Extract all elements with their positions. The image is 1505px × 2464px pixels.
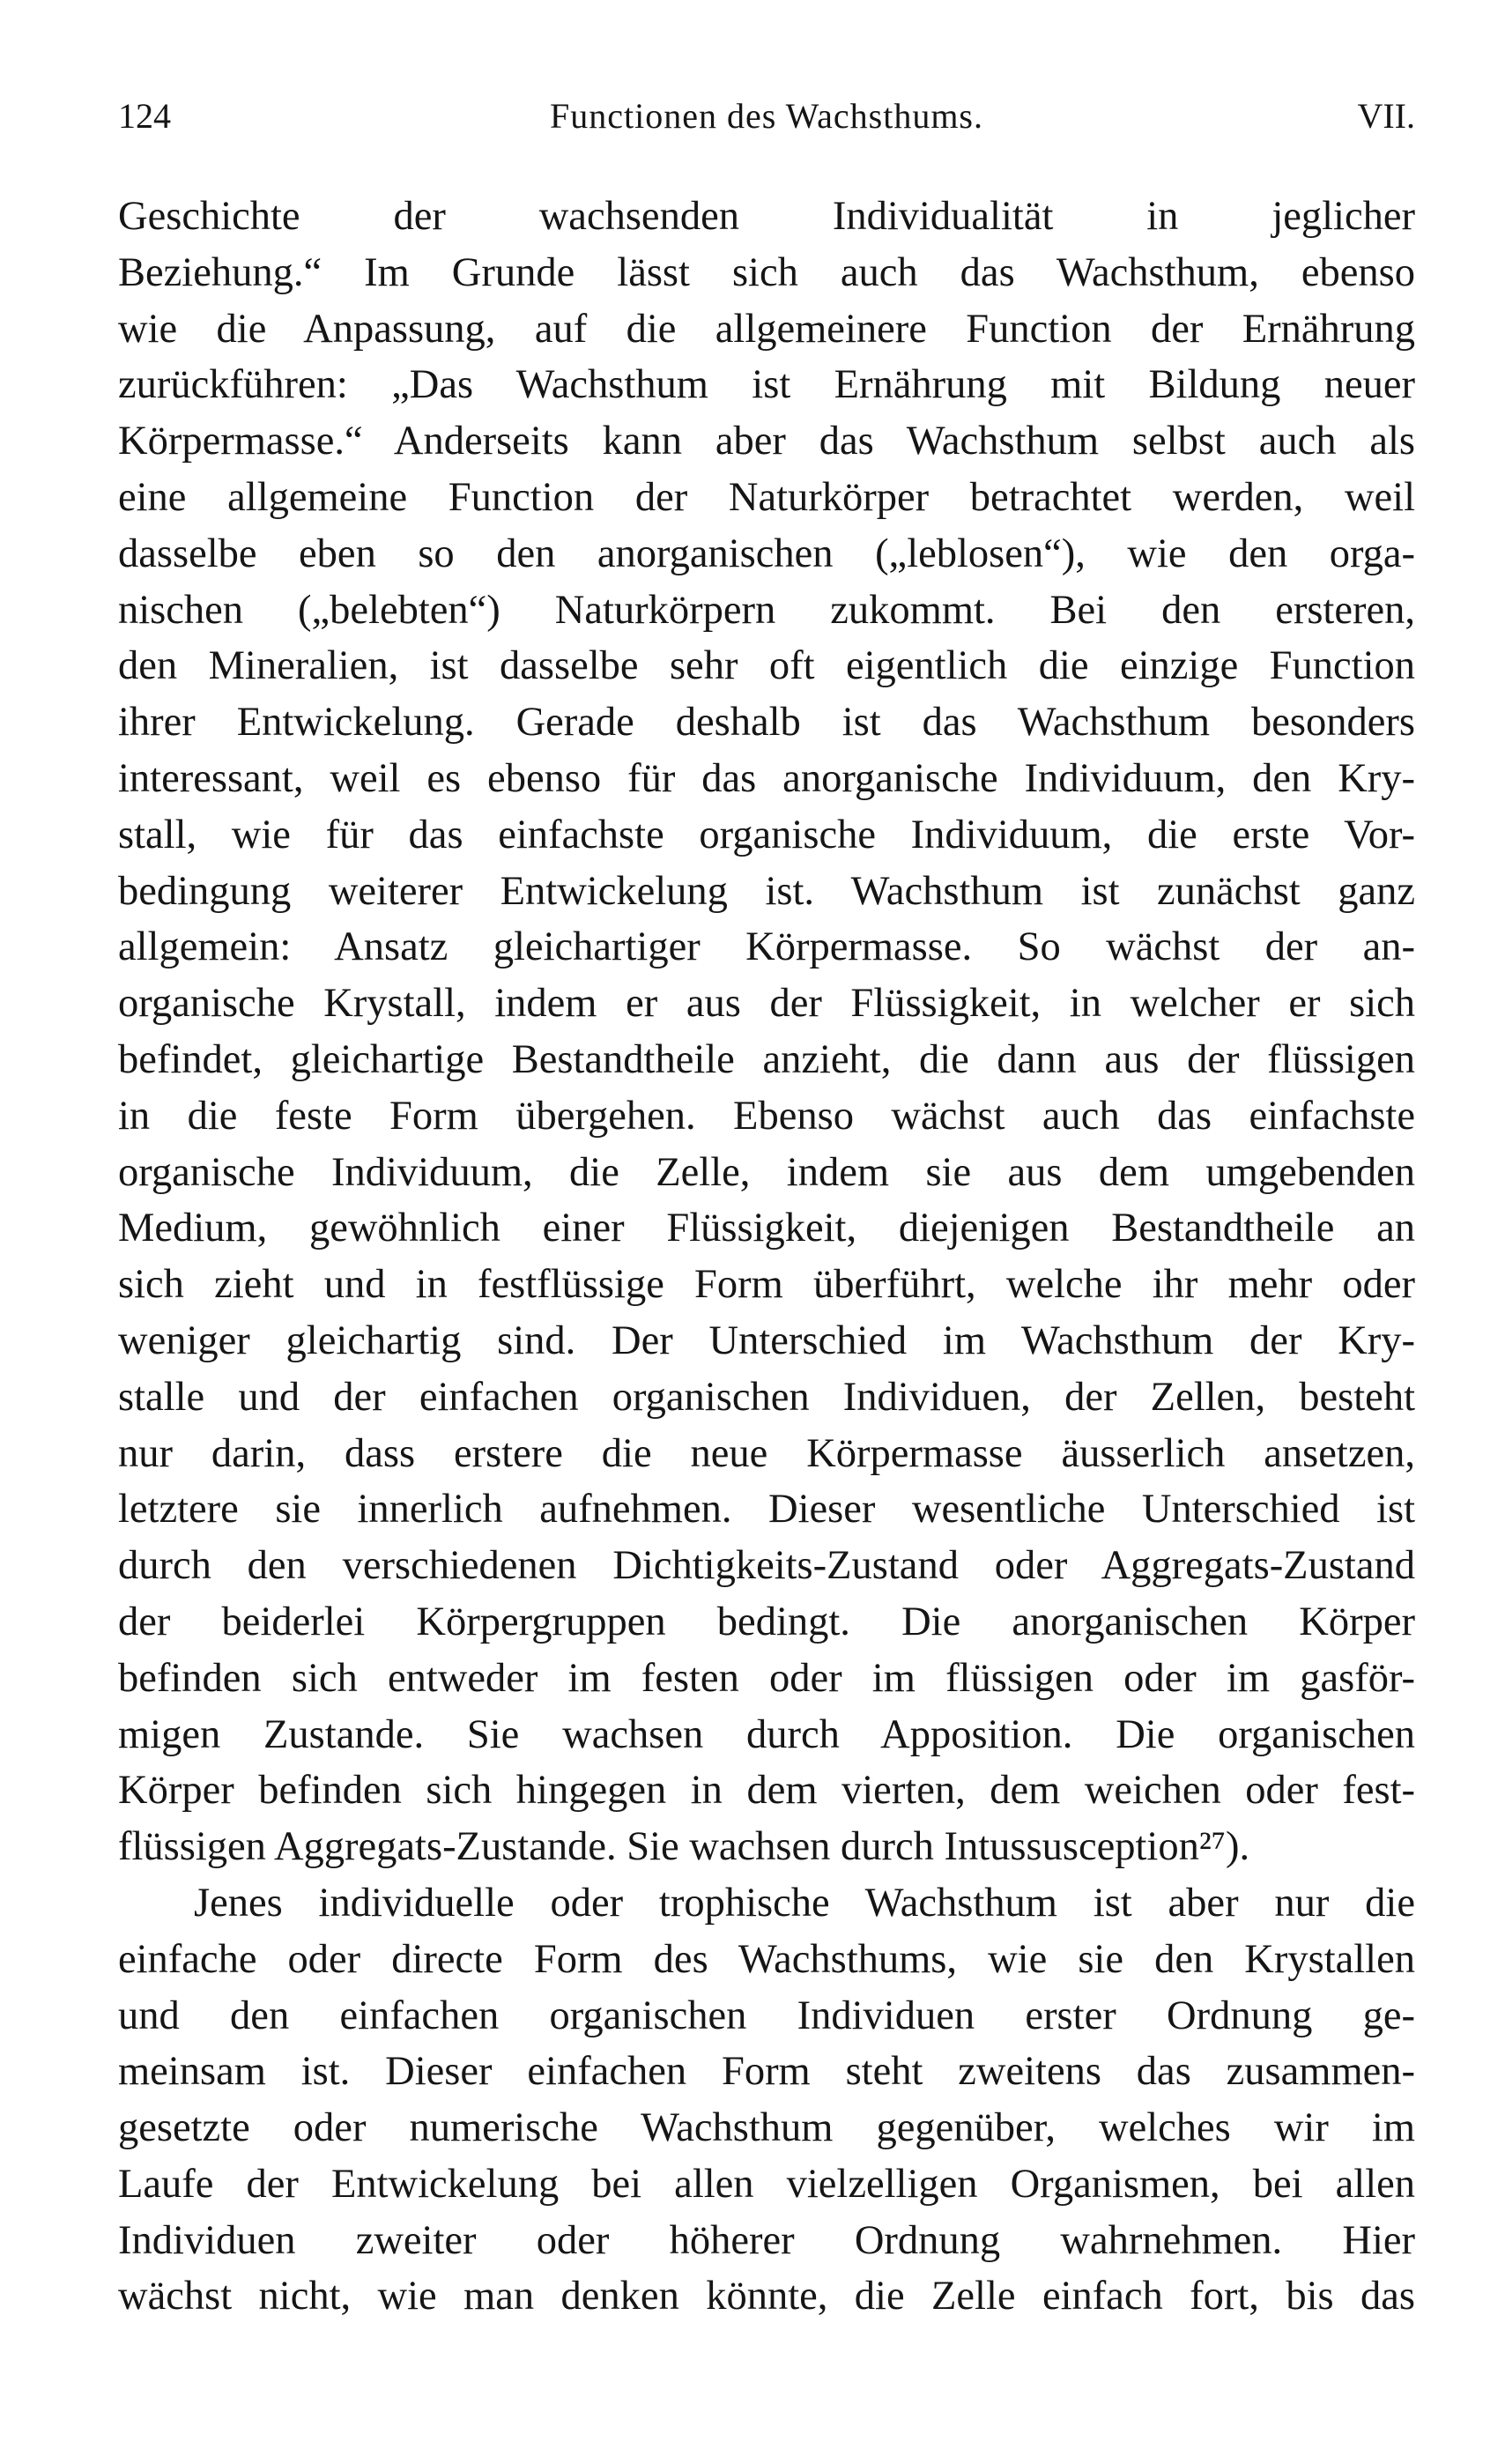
text-line: organische Individuum, die Zelle, indem sie aus dem umgebenden — [118, 1149, 1415, 1195]
text-line: Medium, gewöhnlich einer Flüssigkeit, diejenigen Bestandtheile an — [118, 1206, 1415, 1251]
text-line: wächst nicht, wie man denken könnte, die Zelle einfach fort, bis das — [118, 2274, 1415, 2319]
text-line: letztere sie innerlich aufnehmen. Dieser wesentliche Unterschied ist — [118, 1487, 1415, 1533]
text-line: allgemein: Ansatz gleichartiger Körpermasse. So wächst der an- — [118, 924, 1415, 970]
running-title: Functionen des Wachsthums. — [550, 96, 983, 136]
text-line: der beiderlei Körpergruppen bedingt. Die anorganischen Körper — [118, 1599, 1415, 1644]
text-line: und den einfachen organischen Individuen erster Ordnung ge- — [118, 1993, 1415, 2038]
text-line: den Mineralien, ist dasselbe sehr oft eigentlich die einzige Function — [118, 643, 1415, 689]
page-header — [118, 95, 1415, 153]
text-line: in die feste Form übergehen. Ebenso wächst auch das einfachste — [118, 1093, 1415, 1139]
text-line: interessant, weil es ebenso für das anorganische Individuum, den Kry- — [118, 755, 1415, 801]
text-line: ihrer Entwickelung. Gerade deshalb ist das Wachsthum besonders — [118, 700, 1415, 746]
text-line: stalle und der einfachen organischen Individuen, der Zellen, besteht — [118, 1374, 1415, 1420]
text-line: migen Zustande. Sie wachsen durch Apposition. Die organischen — [118, 1711, 1415, 1757]
page-number: 124 — [118, 96, 171, 136]
text-line: zurückführen: „Das Wachsthum ist Ernährung mit Bildung neuer — [118, 362, 1415, 408]
text-line: einfache oder directe Form des Wachsthums, wie sie den Krystallen — [118, 1936, 1415, 1982]
text-line: befinden sich entweder im festen oder im flüssigen oder im gasför- — [118, 1655, 1415, 1701]
text-line: meinsam ist. Dieser einfachen Form steht zweitens das zusammen- — [118, 2049, 1415, 2095]
text-line: wie die Anpassung, auf die allgemeinere Function der Ernährung — [118, 306, 1415, 352]
text-line: eine allgemeine Function der Naturkörper betrachtet werden, weil — [118, 474, 1415, 520]
text-line: stall, wie für das einfachste organische Individuum, die erste Vor- — [118, 812, 1415, 857]
text-line: durch den verschiedenen Dichtigkeits-Zustand oder Aggregats-Zustand — [118, 1543, 1415, 1589]
body-text — [118, 189, 1415, 2325]
chapter-number: VII. — [1357, 96, 1415, 136]
text-line: gesetzte oder numerische Wachsthum gegenüber, welches wir im — [118, 2105, 1415, 2151]
text-line: befindet, gleichartige Bestandtheile anzieht, die dann aus der flüssigen — [118, 1036, 1415, 1082]
text-line: bedingung weiterer Entwickelung ist. Wachsthum ist zunächst ganz — [118, 868, 1415, 914]
text-line: organische Krystall, indem er aus der Flüssigkeit, in welcher er sich — [118, 981, 1415, 1027]
text-line: Laufe der Entwickelung bei allen vielzelligen Organismen, bei allen — [118, 2161, 1415, 2207]
text-line: Geschichte der wachsenden Individualität in jeglicher — [118, 194, 1415, 239]
text-line: nur darin, dass erstere die neue Körpermasse äusserlich ansetzen, — [118, 1430, 1415, 1476]
text-line: Beziehung.“ Im Grunde lässt sich auch das Wachsthum, ebenso — [118, 249, 1415, 295]
text-line: weniger gleichartig sind. Der Unterschied im Wachsthum der Kry- — [118, 1317, 1415, 1363]
text-line: Jenes individuelle oder trophische Wachsthum ist aber nur die — [194, 1880, 1415, 1926]
text-line: Körpermasse.“ Anderseits kann aber das Wachsthum selbst auch als — [118, 419, 1415, 464]
text-line: sich zieht und in festflüssige Form überführt, welche ihr mehr oder — [118, 1262, 1415, 1308]
text-line: nischen („belebten“) Naturkörpern zukommt. Bei den ersteren, — [118, 587, 1415, 633]
text-line: dasselbe eben so den anorganischen („leblosen“), wie den orga- — [118, 531, 1415, 576]
text-line: Individuen zweiter oder höherer Ordnung wahrnehmen. Hier — [118, 2217, 1415, 2263]
text-line: flüssigen Aggregats-Zustande. Sie wachsen durch Intussusception²⁷). — [118, 1824, 1250, 1870]
text-line: Körper befinden sich hingegen in dem vierten, dem weichen oder fest- — [118, 1768, 1415, 1814]
